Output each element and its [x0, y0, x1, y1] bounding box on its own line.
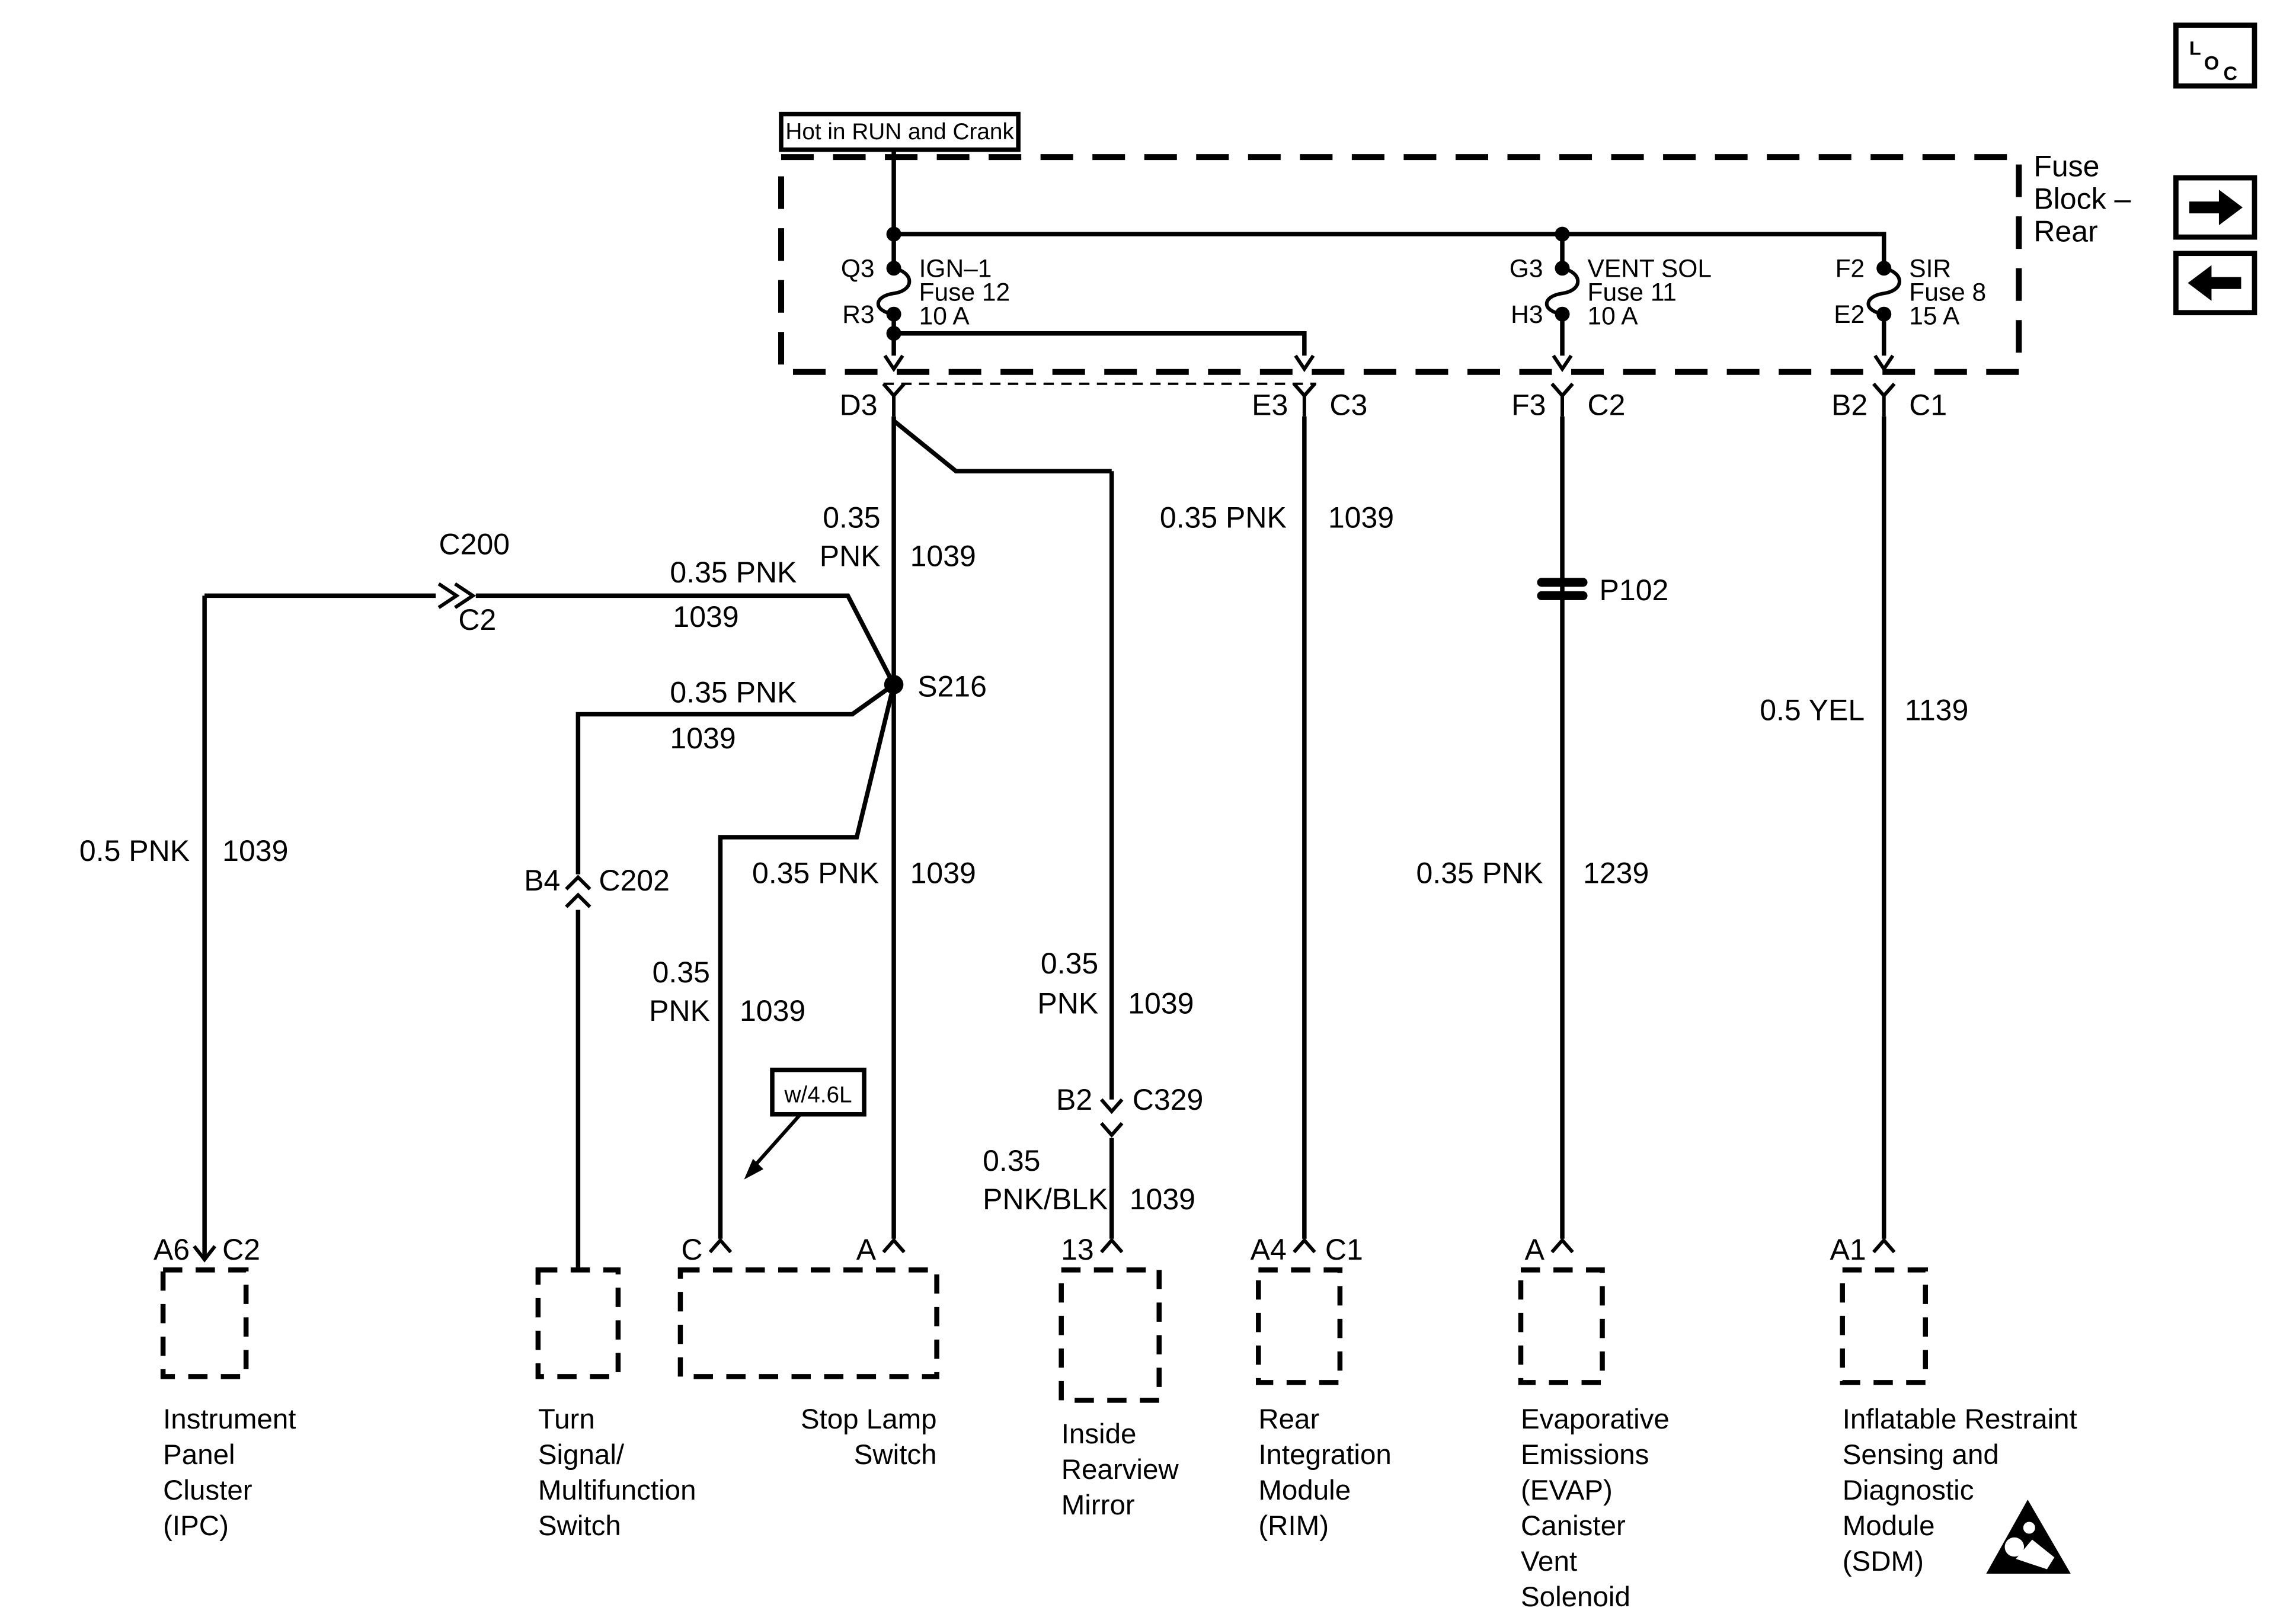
wire-label: 0.35 PNK — [670, 555, 797, 589]
fuse-pin-label: Q3 — [840, 255, 875, 283]
grommet-label: P102 — [1599, 573, 1669, 607]
down-arrow — [1875, 355, 1893, 369]
component-name-line: Solenoid — [1520, 1581, 1630, 1611]
fuse-block-name-line: Rear — [2033, 214, 2098, 248]
fuse-8 — [1834, 255, 1986, 369]
connector-label: B2 — [1831, 388, 1868, 422]
fuse-name: VENT SOL — [1587, 255, 1712, 283]
fuse-block-name-line: Block – — [2033, 182, 2131, 216]
component-name-line: Stop Lamp — [800, 1403, 937, 1435]
connector-fork-e3 — [1294, 384, 1315, 417]
connector-label: C1 — [1909, 388, 1948, 422]
engine-option-callout — [744, 1070, 864, 1180]
wire-circuit: 1039 — [739, 994, 806, 1028]
wire-color: PNK/BLK — [983, 1182, 1108, 1216]
wire-color: PNK — [649, 994, 710, 1028]
wire-s216-to-c202 — [578, 684, 894, 874]
component-name-line: Panel — [163, 1439, 235, 1471]
label-sdm — [1843, 1404, 2077, 1577]
inline-connector-label: B4 — [524, 864, 561, 898]
component-name-line: Turn — [538, 1403, 595, 1435]
wire-circuit: 1139 — [1904, 693, 1969, 727]
fuse12-branch-wire — [894, 334, 1304, 356]
component-name-line: Multifunction — [538, 1474, 696, 1506]
label-evap — [1521, 1404, 1670, 1611]
pin-fork — [1294, 1240, 1315, 1252]
connector-fork-d3 — [884, 384, 904, 417]
pin-fork — [710, 1240, 731, 1252]
junction-dot — [887, 227, 901, 242]
wire-label: 0.35 PNK — [1159, 501, 1287, 534]
connector-label: C2 — [1587, 388, 1626, 422]
pin-label: C — [681, 1232, 703, 1266]
loc-letter: C — [2223, 63, 2237, 85]
component-name-line: Rear — [1258, 1403, 1320, 1435]
splice-label: S216 — [917, 670, 987, 703]
component-name-line: Module — [1842, 1510, 1935, 1542]
pin-label: A1 — [1830, 1232, 1866, 1266]
pin-label: A6 — [153, 1232, 190, 1266]
wire-circuit: 1039 — [1128, 987, 1194, 1020]
wire-label: 0.35 PNK — [670, 675, 797, 709]
wire-color: PNK — [1037, 987, 1099, 1020]
component-name-line: Rearview — [1061, 1453, 1179, 1485]
connector-label: C3 — [1329, 388, 1368, 422]
component-name-line: Inflatable Restraint — [1842, 1403, 2077, 1435]
connector-fork-f3 — [1552, 384, 1573, 417]
prev-page-button[interactable] — [2176, 254, 2255, 313]
connector-label: F3 — [1511, 388, 1546, 422]
hot-in-run-callout — [781, 114, 1018, 150]
component-name-line: Emissions — [1520, 1439, 1649, 1471]
fuse-name: IGN–1 — [919, 255, 992, 283]
wire-gauge: 0.35 — [823, 501, 881, 534]
wire-circuit: 1039 — [910, 539, 976, 573]
wire-circuit: 1039 — [1328, 501, 1395, 534]
fuse-block-name — [2033, 150, 2131, 248]
junction-dot — [1555, 227, 1570, 242]
label-mirror — [1061, 1418, 1179, 1521]
fuse-id: Fuse 12 — [919, 278, 1011, 307]
label-ipc — [163, 1404, 296, 1542]
loc-letter: O — [2204, 52, 2220, 74]
pin-label: A — [856, 1232, 877, 1266]
component-name-line: Instrument — [163, 1403, 296, 1435]
component-box-mirror — [1061, 1270, 1159, 1400]
component-name-line: Diagnostic — [1842, 1474, 1974, 1506]
grommet-p102-bar — [1537, 591, 1588, 600]
wire-label: 0.5 PNK — [79, 834, 190, 868]
wire-gauge: 0.35 — [652, 956, 710, 989]
top-connector-row — [840, 384, 1948, 422]
wire-label: 0.35 PNK — [1416, 856, 1543, 890]
component-name-line: Vent — [1520, 1546, 1578, 1578]
wire-d3-branch-to-mirror — [894, 421, 1112, 471]
component-name-line: Module — [1258, 1474, 1351, 1506]
down-arrow — [885, 355, 903, 369]
wire-circuit: 1039 — [670, 721, 736, 755]
pin-fork — [884, 1240, 904, 1252]
component-name-line: (IPC) — [163, 1510, 229, 1542]
component-name-line: (SDM) — [1842, 1546, 1924, 1578]
fuse-pin-label: R3 — [842, 301, 875, 329]
wire-color: PNK — [819, 539, 881, 573]
engine-option-arrow-line — [753, 1114, 800, 1168]
loc-button[interactable] — [2176, 25, 2255, 87]
component-name-line: Switch — [853, 1439, 937, 1471]
wire-circuit: 1039 — [673, 600, 739, 633]
circuit-1139-wiring — [1760, 417, 1968, 1239]
bottom-pin-row — [154, 1233, 1894, 1266]
fuse-id: Fuse 11 — [1587, 278, 1677, 307]
fuse-name: SIR — [1909, 255, 1952, 283]
pin-label: A4 — [1250, 1232, 1287, 1266]
feed-bus-wire — [894, 234, 1884, 268]
component-box-rim — [1258, 1270, 1340, 1382]
inline-connector-c329-symbol — [1101, 1100, 1122, 1135]
pin-fork — [1101, 1240, 1122, 1252]
fuse-block-name-line: Fuse — [2033, 149, 2100, 183]
component-name-line: (EVAP) — [1520, 1474, 1613, 1506]
hot-label: Hot in RUN and Crank — [785, 119, 1014, 145]
fuse-pin-label: H3 — [1511, 301, 1543, 329]
circuit-1039-wiring — [79, 417, 1394, 1271]
wire-s216-to-stop-c — [720, 684, 894, 1238]
nav-widgets — [2176, 25, 2255, 313]
label-turn-signal — [538, 1404, 696, 1542]
down-arrow — [1296, 355, 1313, 369]
pin-label: C2 — [222, 1232, 261, 1266]
component-box-stop-lamp — [680, 1270, 937, 1376]
down-arrow — [1553, 355, 1571, 369]
inline-connector-label: B2 — [1056, 1083, 1093, 1117]
component-name-line: Canister — [1520, 1510, 1626, 1542]
pin-label: C1 — [1325, 1232, 1363, 1266]
component-name-line: Sensing and — [1842, 1439, 1999, 1471]
component-box-sdm — [1843, 1270, 1926, 1382]
label-stop-lamp — [801, 1404, 937, 1471]
wire-gauge: 0.35 — [1040, 947, 1099, 981]
connector-label: E3 — [1252, 388, 1288, 422]
component-labels — [163, 1404, 2077, 1611]
loc-letter: L — [2189, 37, 2201, 59]
inline-connector-label: C329 — [1132, 1083, 1204, 1117]
fuse-rating: 15 A — [1909, 302, 1960, 331]
component-name-line: Cluster — [163, 1474, 252, 1506]
component-name-line: Switch — [538, 1510, 621, 1542]
component-box-evap — [1521, 1270, 1603, 1382]
component-name-line: (RIM) — [1258, 1510, 1329, 1542]
component-box-ipc — [163, 1270, 246, 1376]
fuse-11 — [1510, 255, 1712, 369]
fuse-pin-label: E2 — [1834, 301, 1865, 329]
label-rim — [1258, 1404, 1391, 1542]
inline-connector-label: C2 — [458, 603, 497, 636]
inline-connector-chevrons-c202 — [566, 877, 590, 907]
grommet-p102-bar — [1537, 578, 1588, 587]
wire-gauge: 0.35 — [983, 1144, 1041, 1177]
wire-label: 0.35 PNK — [752, 856, 880, 890]
pin-label: 13 — [1061, 1232, 1094, 1266]
wire-circuit: 1039 — [910, 856, 976, 890]
fuse-pin-label: G3 — [1509, 255, 1543, 283]
connector-label: D3 — [839, 388, 878, 422]
component-name-line: Signal/ — [538, 1439, 625, 1471]
component-boxes — [163, 1270, 1926, 1400]
fuse-12 — [841, 255, 1313, 369]
fuse-rating: 10 A — [1587, 302, 1638, 331]
pin-label: A — [1524, 1232, 1545, 1266]
fuse-id: Fuse 8 — [1909, 278, 1987, 307]
wire-circuit: 1039 — [1129, 1182, 1195, 1216]
airbag-warning-icon — [1986, 1500, 2071, 1574]
fuse-block-wiring — [841, 150, 1986, 369]
inline-connector-label: C200 — [439, 527, 510, 561]
wire-circuit: 1039 — [222, 834, 289, 868]
fuse-pin-label: F2 — [1835, 255, 1865, 283]
next-page-button[interactable] — [2176, 178, 2255, 237]
wire-circuit: 1239 — [1583, 856, 1649, 890]
fuse-rating: 10 A — [919, 302, 970, 331]
component-name-line: Mirror — [1061, 1489, 1135, 1521]
circuit-1239-wiring — [1416, 417, 1668, 1239]
inline-connector-label: C202 — [599, 864, 670, 898]
connector-fork-b2 — [1873, 384, 1894, 417]
component-name-line: Evaporative — [1520, 1403, 1670, 1435]
component-box-turn-signal — [538, 1270, 618, 1376]
pin-fork — [1873, 1240, 1894, 1252]
component-name-line: Inside — [1061, 1418, 1137, 1450]
pin-fork — [1552, 1240, 1573, 1252]
wire-label: 0.5 YEL — [1760, 693, 1865, 727]
component-name-line: Integration — [1258, 1439, 1392, 1471]
engine-option-label: w/4.6L — [784, 1082, 852, 1108]
